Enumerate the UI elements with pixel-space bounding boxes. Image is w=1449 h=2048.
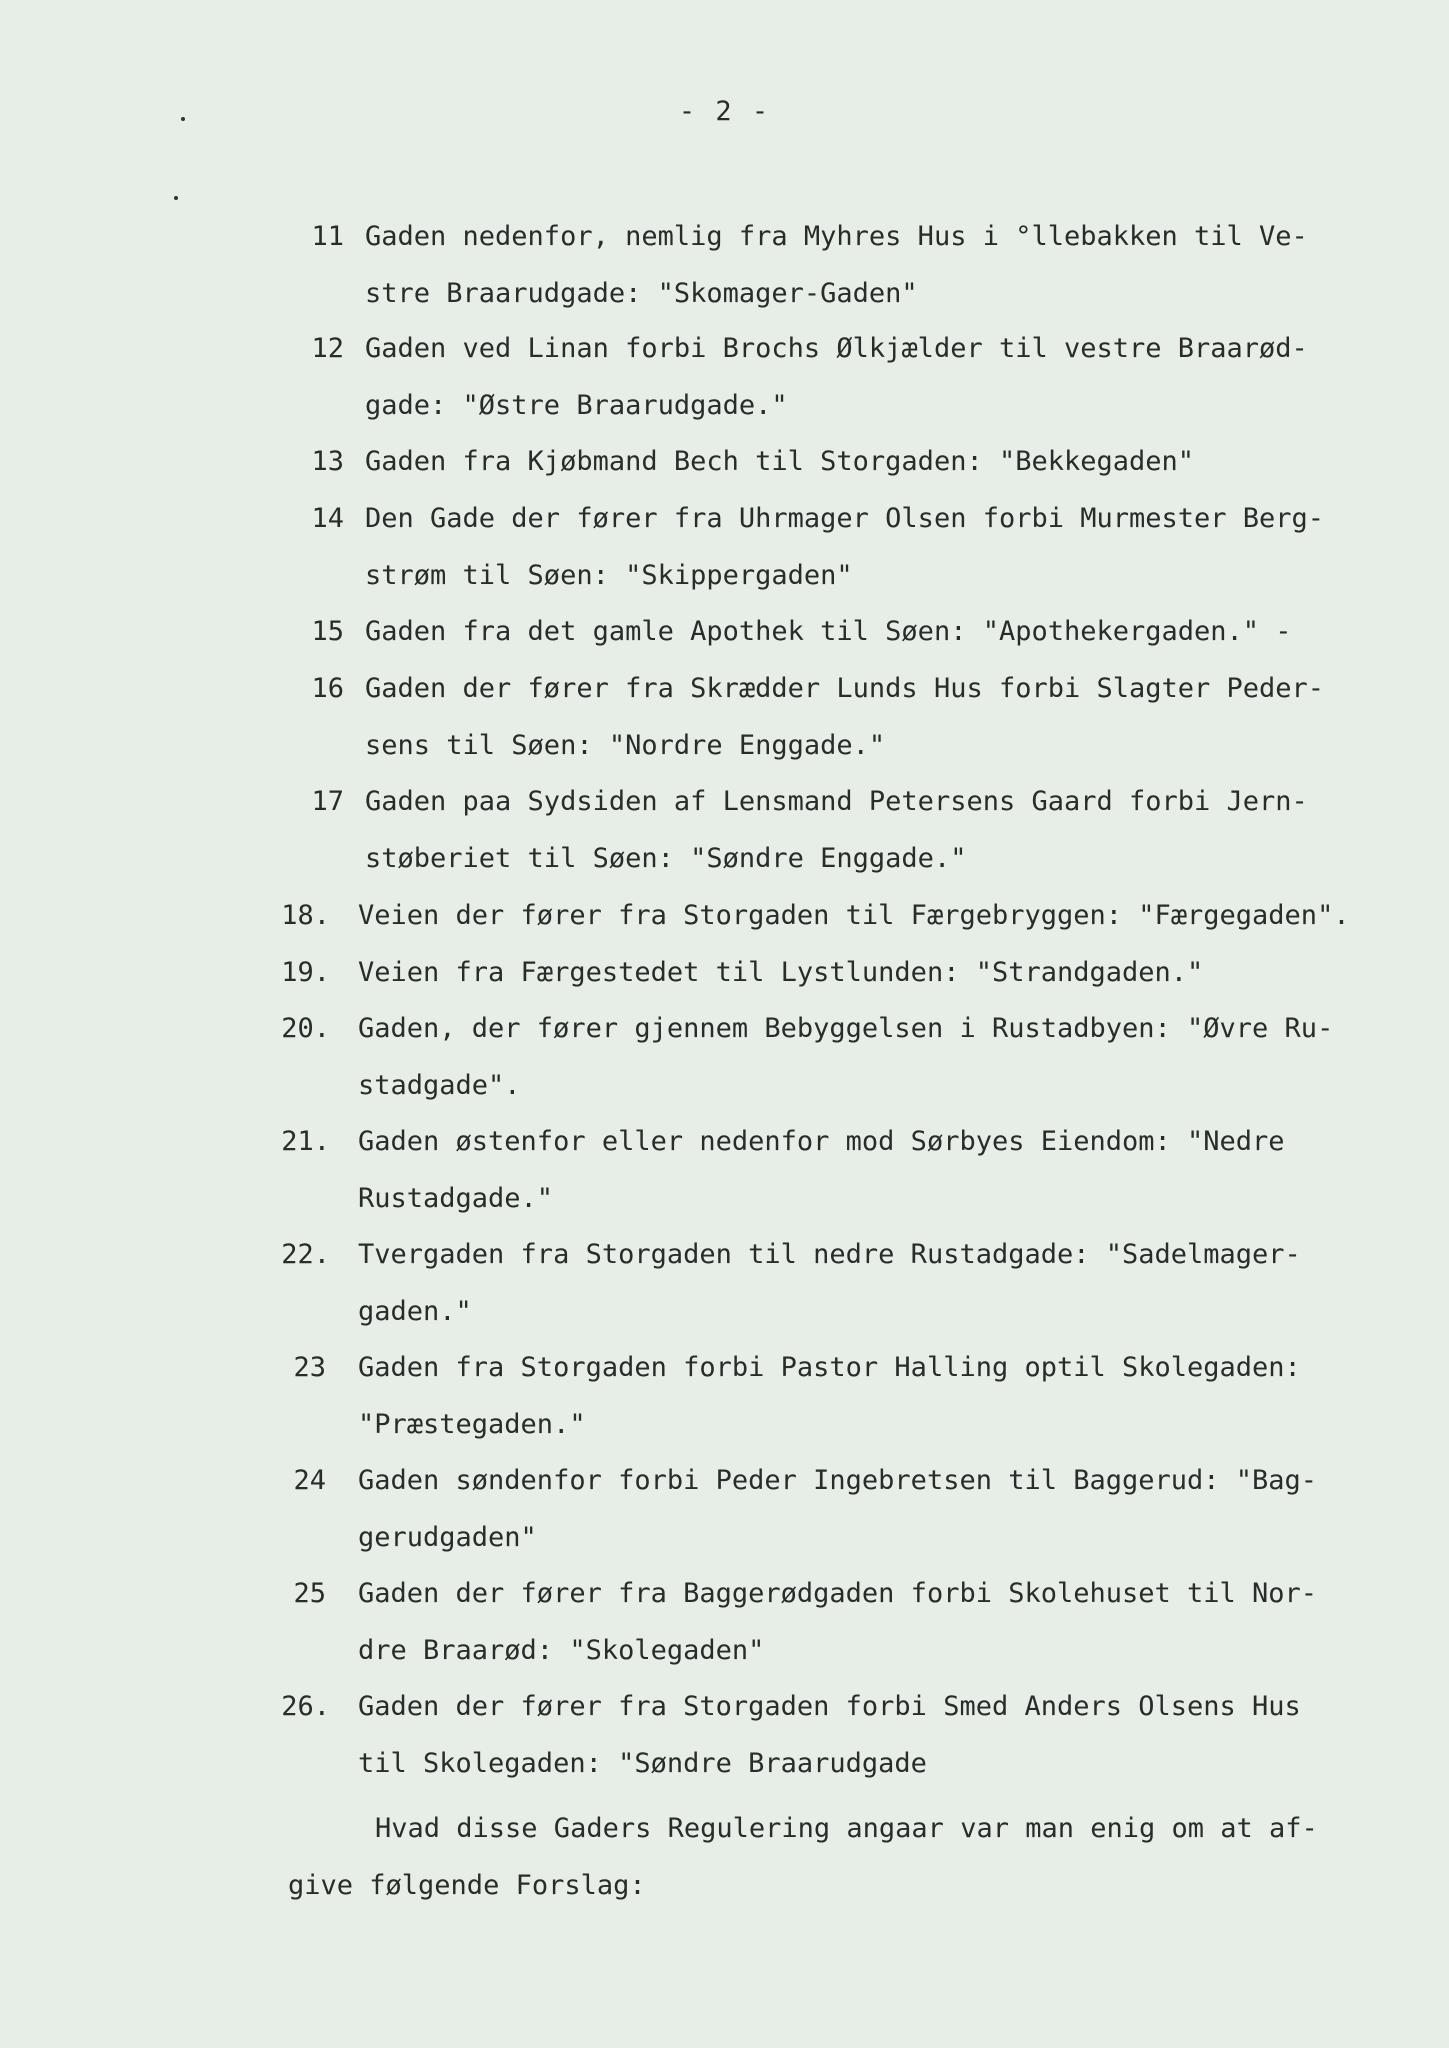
entry-text-line: stre Braarudgade: "Skomager-Gaden" xyxy=(365,278,918,309)
entry-number: 25 xyxy=(293,1578,326,1609)
entry-number: 23 xyxy=(293,1352,326,1383)
entry-text-line: Veien der fører fra Storgaden til Færgebryggen: "Færgegaden". xyxy=(358,900,1350,931)
entry-number: 22. xyxy=(281,1239,330,1270)
entry-text-line: gade: "Østre Braarudgade." xyxy=(365,390,788,421)
entry-number: 13 xyxy=(311,446,344,477)
entry-number: 19. xyxy=(281,957,330,988)
margin-dot xyxy=(174,196,178,200)
entry-text-line: støberiet til Søen: "Søndre Enggade." xyxy=(365,843,967,874)
entry-text-line: strøm til Søen: "Skippergaden" xyxy=(365,560,853,591)
entry-text-line: Gaden nedenfor, nemlig fra Myhres Hus i °llebakken til Ve- xyxy=(365,221,1308,252)
entry-text-line: Gaden, der fører gjennem Bebyggelsen i Rustadbyen: "Øvre Ru- xyxy=(358,1013,1334,1044)
entry-text-line: Gaden der fører fra Skrædder Lunds Hus forbi Slagter Peder- xyxy=(365,673,1325,704)
entry-text-line: gerudgaden" xyxy=(358,1522,537,1553)
entry-text-line: stadgade". xyxy=(358,1070,521,1101)
entry-number: 15 xyxy=(311,616,344,647)
entry-text-line: Gaden paa Sydsiden af Lensmand Petersens Gaard forbi Jern- xyxy=(365,786,1308,817)
entry-text-line: Gaden østenfor eller nedenfor mod Sørbyes Eiendom: "Nedre xyxy=(358,1126,1285,1157)
entry-text-line: Rustadgade." xyxy=(358,1183,554,1214)
entry-text-line: Gaden fra Storgaden forbi Pastor Halling optil Skolegaden: xyxy=(358,1352,1301,1383)
entry-text-line: Den Gade der fører fra Uhrmager Olsen forbi Murmester Berg- xyxy=(365,503,1325,534)
entry-text-line: Gaden søndenfor forbi Peder Ingebretsen til Baggerud: "Bag- xyxy=(358,1465,1318,1496)
entry-number: 26. xyxy=(281,1691,330,1722)
entry-text-line: "Præstegaden." xyxy=(358,1409,586,1440)
closing-line-2: give følgende Forslag: xyxy=(288,1870,646,1901)
entry-text-line: gaden." xyxy=(358,1296,472,1327)
entry-text-line: dre Braarød: "Skolegaden" xyxy=(358,1635,765,1666)
entry-number: 18. xyxy=(281,900,330,931)
entry-text-line: sens til Søen: "Nordre Enggade." xyxy=(365,730,886,761)
entry-text-line: Veien fra Færgestedet til Lystlunden: "Strandgaden." xyxy=(358,957,1204,988)
entry-number: 24 xyxy=(293,1465,326,1496)
entry-text-line: til Skolegaden: "Søndre Braarudgade xyxy=(358,1748,927,1779)
page-number: - 2 - xyxy=(678,96,771,127)
entry-text-line: Gaden der fører fra Storgaden forbi Smed Anders Olsens Hus xyxy=(358,1691,1301,1722)
entry-number: 16 xyxy=(311,673,344,704)
entry-number: 12 xyxy=(311,333,344,364)
entry-text-line: Gaden fra det gamle Apothek til Søen: "Apothekergaden." - xyxy=(365,616,1292,647)
entry-number: 14 xyxy=(311,503,344,534)
entry-text-line: Gaden der fører fra Baggerødgaden forbi Skolehuset til Nor- xyxy=(358,1578,1318,1609)
entry-number: 20. xyxy=(281,1013,330,1044)
closing-line-1: Hvad disse Gaders Regulering angaar var man enig om at af- xyxy=(375,1813,1318,1844)
entry-number: 11 xyxy=(311,221,344,252)
entry-number: 17 xyxy=(311,786,344,817)
entry-text-line: Gaden ved Linan forbi Brochs Ølkjælder til vestre Braarød- xyxy=(365,333,1308,364)
entry-text-line: Tvergaden fra Storgaden til nedre Rustadgade: "Sadelmager- xyxy=(358,1239,1301,1270)
entry-number: 21. xyxy=(281,1126,330,1157)
entry-text-line: Gaden fra Kjøbmand Bech til Storgaden: "Bekkegaden" xyxy=(365,446,1195,477)
